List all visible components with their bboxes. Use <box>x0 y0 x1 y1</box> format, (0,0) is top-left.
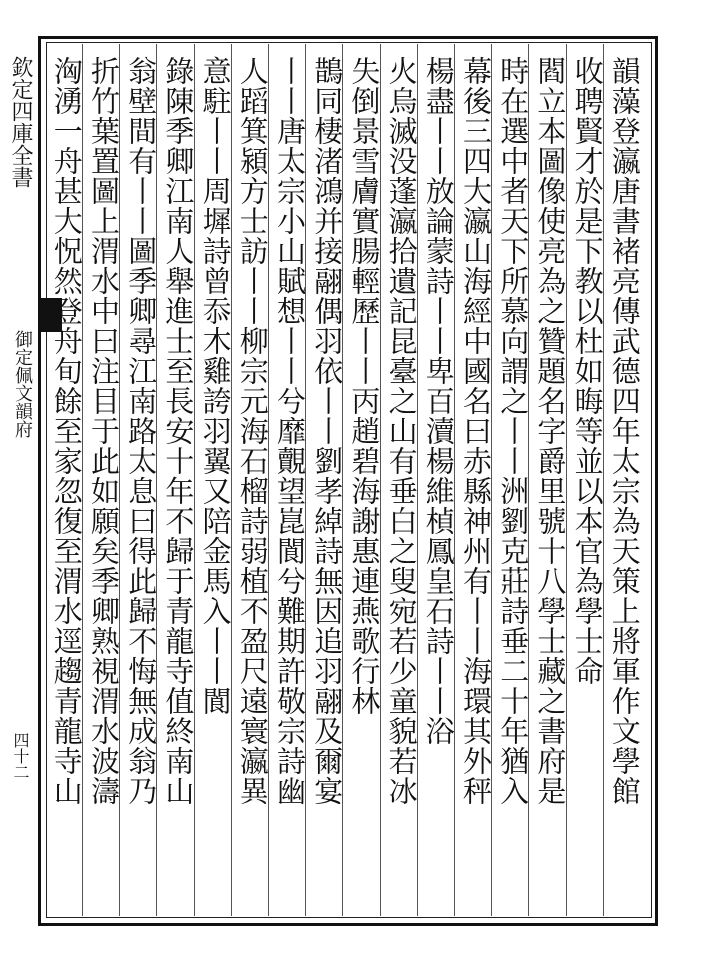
text-column: 火烏滅没蓬瀛拾遺記昆臺之山有垂白之叟宛若少童貌若冰 <box>384 56 419 806</box>
text-column: 丨丨唐太宗小山賦想丨丨兮靡覿望崑閬兮難期許敬宗詩幽 <box>273 56 307 806</box>
column-rule <box>603 44 604 916</box>
text-column: 失倒景雪膚實腸輕歷丨丨丙趙碧海謝惠連燕歌行林 <box>347 56 382 716</box>
text-column: 翁壁間有丨丨圖季卿尋江南路太息曰得此歸不悔無成翁乃 <box>124 56 159 806</box>
text-column: 鵲同棲渚鴻并接翮偶羽依丨丨劉孝綽詩無因追羽翮及爾宴 <box>310 56 345 806</box>
column-rule <box>119 44 120 916</box>
text-column: 閻立本圖像使亮為之贊題名字爵里號十八學士藏之書府是 <box>533 56 568 806</box>
margin-work-title: 御定佩文韻府 <box>12 330 33 438</box>
column-rule <box>380 44 381 916</box>
text-column: 楊盡丨丨放論蒙詩丨丨卑百瀆楊維楨鳳皇石詩丨丨浴 <box>421 56 456 746</box>
column-rule <box>417 44 418 916</box>
text-column: 幕後三四大瀛山海經中國名曰赤縣神州有丨丨海環其外秤 <box>459 56 493 806</box>
text-column: 洶湧一舟甚大怳然登舟旬餘至家忽復至渭水逕趨青龍寺山 <box>49 56 84 806</box>
margin-page-number: 四十二 <box>11 732 30 780</box>
text-column: 時在選中者天下所慕向謂之丨丨洲劉克莊詩垂二十年猶入 <box>496 56 531 806</box>
text-column: 人蹈箕潁方士訪丨丨柳宗元海石榴詩弱植不盈尺遠寰瀛異 <box>235 56 270 806</box>
column-rule <box>231 44 232 916</box>
column-rule <box>194 44 195 916</box>
column-rule <box>305 44 306 916</box>
text-column: 折竹葉置圖上渭水中曰注目于此如願矣季卿熟視渭水波濤 <box>87 56 121 806</box>
column-rule <box>268 44 269 916</box>
column-rule <box>454 44 455 916</box>
text-column: 韻藻登瀛唐書褚亮傳武德四年太宗為天策上將軍作文學館 <box>607 56 642 806</box>
column-rule <box>156 44 157 916</box>
column-rule <box>566 44 567 916</box>
column-rule <box>342 44 343 916</box>
text-column: 意駐丨丨周墀詩曾忝木雞誇羽翼又陪金馬入丨丨閬 <box>198 56 233 716</box>
text-column: 收聘賢才於是下教以杜如晦等並以本官為學士命 <box>570 56 605 686</box>
column-rule <box>82 44 83 916</box>
margin-book-title: 欽定四庫全書 <box>8 56 33 188</box>
column-rule <box>491 44 492 916</box>
column-rule <box>528 44 529 916</box>
text-column: 錄陳季卿江南人舉進士至長安十年不歸于青龍寺值終南山 <box>161 56 196 806</box>
